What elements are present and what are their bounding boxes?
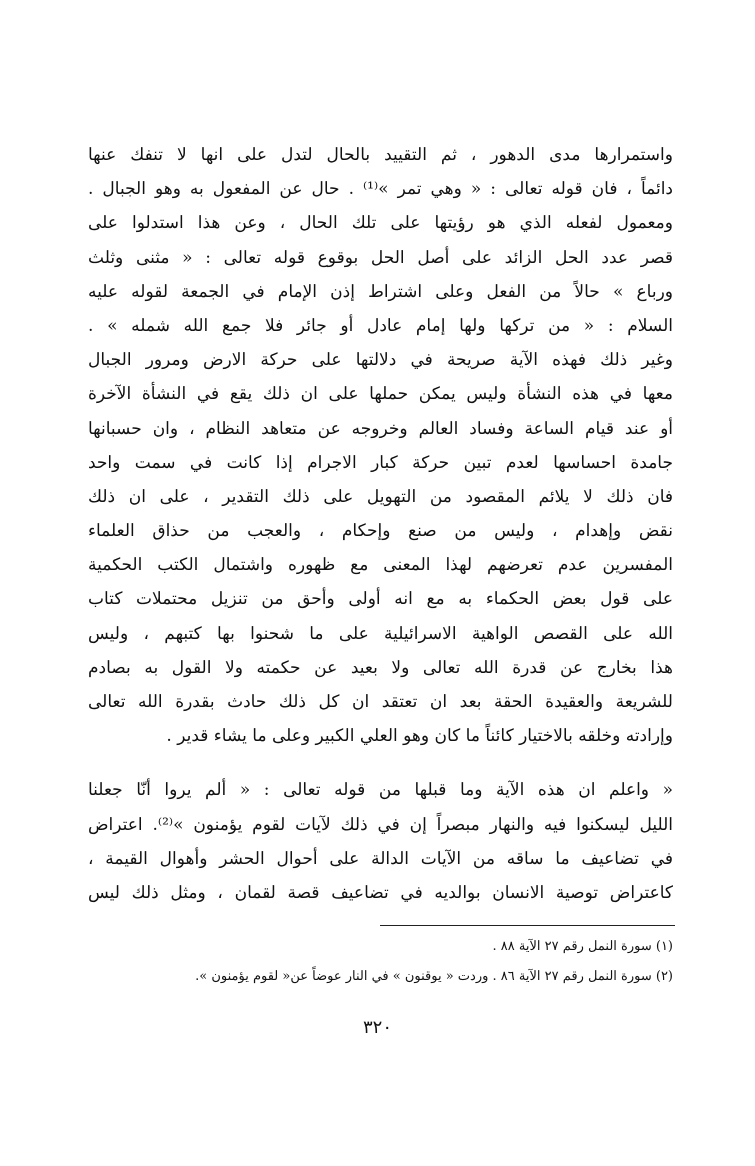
text-line: هذا بخارج عن قدرة الله تعالى ولا بعيد عن حكمته ولا القول به بصادم	[88, 657, 673, 678]
paragraph-2	[88, 773, 673, 910]
text-line: كاعتراض توصية الانسان بوالديه في تضاعيف قصة لقمان ، ومثل ذلك ليس	[88, 882, 673, 903]
text-line: دائماً ، فان قوله تعالى : « وهي تمر »⁽¹⁾ . حال عن المفعول به وهو الجبال .	[88, 179, 673, 200]
body-text	[88, 138, 673, 910]
footnotes	[88, 932, 673, 992]
text-line: « واعلم ان هذه الآية وما قبلها من قوله تعالى : « ألم يروا أنّا جعلنا	[88, 780, 673, 801]
text-line: ومعمول لفعله الذي هو رؤيتها على تلك الحال ، وعن هذا استدلوا على	[88, 213, 673, 234]
footnote-2: (٢) سورة النمل رقم ٢٧ الآية ٨٦ . وردت « يوقنون » في النار عوضاً عن« لقوم يؤمنون ».	[195, 969, 673, 984]
footnote-1: (١) سورة النمل رقم ٢٧ الآية ٨٨ .	[492, 939, 673, 954]
text-line: معها في هذه النشأة وليس يمكن حملها على ان ذلك يقع في النشأة الآخرة	[88, 384, 673, 405]
page-number: ٣٢٠	[362, 1017, 392, 1038]
text-line: ورباع » حالاً من الفعل وعلى اشتراط إذن الإمام في الجمعة لقوله عليه	[88, 281, 673, 302]
text-line: على قول بعض الحكماء به مع انه أولى وأحق من تنزيل محتملات كتاب	[88, 589, 673, 610]
text-line: فان ذلك لا يلائم المقصود من التهويل على ذلك التقدير ، على ان ذلك	[88, 486, 673, 507]
text-line: الليل ليسكنوا فيه والنهار مبصراً إن في ذلك لآيات لقوم يؤمنون »⁽²⁾. اعتراض	[88, 814, 673, 835]
text-line: السلام : « من تركها ولها إمام عادل أو جائر فلا جمع الله شمله » .	[88, 315, 673, 336]
footnote-divider	[380, 925, 675, 926]
text-line: للشريعة والعقيدة الحقة بعد ان تعتقد ان كل ذلك حادث بقدرة الله تعالى	[88, 692, 673, 712]
text-line: في تضاعيف ما ساقه من الآيات الدالة على أحوال الحشر وأهوال القيمة ،	[88, 848, 673, 869]
text-line: أو عند قيام الساعة وفساد العالم وخروجه عن متعاهد النظام ، وان حسبانها	[88, 418, 673, 439]
text-line: جامدة احساسها لعدم تبين حركة كبار الاجرام إذا كانت في سمت واحد	[88, 452, 673, 473]
paragraph-1	[88, 138, 673, 753]
text-line: واستمرارها مدى الدهور ، ثم التقييد بالحال لتدل على انها لا تنفك عنها	[88, 145, 673, 165]
text-line: نقض وإهدام ، وليس من صنع وإحكام ، والعجب من حذاق العلماء	[88, 521, 673, 542]
text-line: المفسرين عدم تعرضهم لهذا المعنى مع ظهوره واشتمال الكتب الحكمية	[88, 555, 673, 576]
text-line: الله على القصص الواهية الاسرائيلية على ما شحنوا بها كتبهم ، وليس	[88, 623, 673, 644]
paragraph-gap	[88, 753, 673, 773]
text-line: وغير ذلك فهذه الآية صريحة في دلالتها على حركة الارض ومرور الجبال	[88, 350, 673, 371]
text-line: قصر عدد الحل الزائد على أصل الحل بوقوع قوله تعالى : « مثنى وثلث	[88, 247, 673, 268]
text-line: وإرادته وخلقه بالاختيار كائناً ما كان وهو العلي الكبير وعلى ما يشاء قدير .	[166, 726, 673, 747]
